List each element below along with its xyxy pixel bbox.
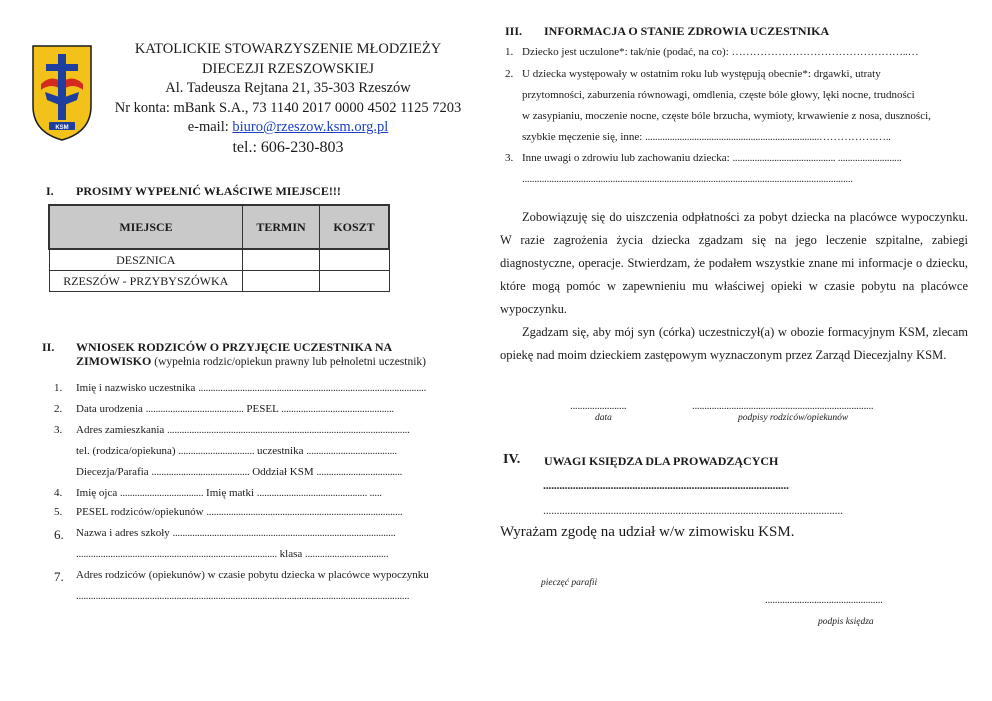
form-field-parents-pesel[interactable]: PESEL rodziców/opiekunów ................................................................................ <box>76 506 403 518</box>
section1-title: PROSIMY WYPEŁNIĆ WŁAŚCIWE MIEJSCE!!! <box>76 184 341 198</box>
place-cell: DESZNICA <box>49 249 243 271</box>
email-link[interactable]: biuro@rzeszow.ksm.org.pl <box>232 119 389 135</box>
form-field-stay-address-label: Adres rodziców (opiekunów) w czasie pobytu dziecka w placówce wypoczynku <box>76 569 429 581</box>
table-row <box>49 271 389 292</box>
field-label: Oddział KSM <box>252 466 314 478</box>
org-address: Al. Tadeusza Rejtana 21, 35-303 Rzeszów <box>165 80 411 96</box>
item-number: 3. <box>54 424 63 436</box>
section4-title: UWAGI KSIĘDZA DLA PROWADZĄCYCH <box>544 454 779 468</box>
ksm-logo <box>31 44 93 142</box>
section2-title <box>76 340 476 369</box>
field-label: PESEL <box>246 403 279 415</box>
field-label: Diecezja/Parafia <box>76 466 149 478</box>
item-number: 2. <box>54 403 63 415</box>
form-field-parents[interactable]: Imię ojca .................................. Imię matki ............................................. ..... <box>76 487 382 499</box>
section2-title-bold: ZIMOWISKO <box>76 354 152 368</box>
date-label: data <box>595 413 612 423</box>
cost-cell[interactable] <box>320 271 390 292</box>
org-name-line1: KATOLICKIE STOWARZYSZENIE MŁODZIEŻY <box>134 41 442 57</box>
symptoms-line1: U dziecka występowały w ostatnim roku lub występują obecnie*: drgawki, utraty <box>522 68 881 80</box>
section3-title: INFORMACJA O STANIE ZDROWIA UCZESTNIKA <box>544 24 830 38</box>
item-number: 7. <box>54 569 64 584</box>
parish-stamp-label: pieczęć parafii <box>541 578 598 588</box>
parent-signature-line[interactable]: .......................................................................... <box>692 400 874 412</box>
org-phone: tel.: 606-230-803 <box>232 138 344 156</box>
other-remarks-line[interactable]: ....................................................................................................................................... <box>522 173 853 185</box>
field-label: Nazwa i adres szkoły <box>76 527 170 539</box>
field-label: szybkie męczenie się, inne: <box>522 131 643 143</box>
priest-remarks-line1[interactable]: ........................................................................................... <box>543 478 789 492</box>
section2-title-note: (wypełnia rodzic/opiekun prawny lub pełnoletni uczestnik) <box>151 356 427 368</box>
field-label: Data urodzenia <box>76 403 143 415</box>
consent-paragraph-2: Zgadzam się, aby mój syn (córka) uczestniczył(a) w obozie formacyjnym KSM, zlecam opiekę nad moim dzieckiem zastępowym wyznaczonym przez Zarząd Diecezjalny KSM. <box>500 325 968 362</box>
form-field-school[interactable]: Nazwa i adres szkoły ........................................................................................... <box>76 527 396 539</box>
item-number: 1. <box>505 46 514 58</box>
field-label: Imię matki <box>206 487 255 499</box>
field-label: Imię i nazwisko uczestnika <box>76 382 196 394</box>
symptoms-line2: przytomności, zaburzenia równowagi, omdlenia, częste bóle głowy, lęki nocne, trudności <box>522 89 915 101</box>
section2-title-line1: WNIOSEK RODZICÓW O PRZYJĘCIE UCZESTNIKA NA <box>76 340 393 354</box>
priest-signature-label: podpis księdza <box>818 617 874 627</box>
places-table <box>48 204 390 292</box>
col-header-cost: KOSZT <box>320 205 390 249</box>
parent-signature-label: podpisy rodziców/opiekunów <box>738 413 849 423</box>
field-label: Imię ojca <box>76 487 118 499</box>
field-label: tel. (rodzica/opiekuna) <box>76 445 176 457</box>
org-bank-account: Nr konta: mBank S.A., 73 1140 2017 0000 4502 1125 7203 <box>114 99 462 116</box>
priest-signature-line[interactable]: ................................................ <box>765 594 883 606</box>
item-number: 5. <box>54 506 63 518</box>
table-row <box>49 249 389 271</box>
form-field-name[interactable]: Imię i nazwisko uczestnika ............................................................................................. <box>76 382 427 394</box>
col-header-place: MIEJSCE <box>49 205 243 249</box>
email-prefix: e-mail: <box>187 119 233 135</box>
section4-number: IV. <box>503 452 521 467</box>
field-label: Inne uwagi o zdrowiu lub zachowaniu dziecka: <box>522 152 730 164</box>
cost-cell[interactable] <box>320 249 390 271</box>
section2-number: II. <box>42 340 55 354</box>
section3-number: III. <box>505 24 523 38</box>
field-label: Dziecko jest uczulone*: tak/nie (podać, na co): <box>522 46 729 58</box>
form-field-diocese[interactable]: Diecezja/Parafia ........................................ Oddział KSM ................................... <box>76 466 403 478</box>
term-cell[interactable] <box>243 249 320 271</box>
places-table-header <box>49 205 389 249</box>
other-remarks-field[interactable]: Inne uwagi o zdrowiu lub zachowaniu dziecka: .......................................... .......................... <box>522 152 902 164</box>
field-label: klasa <box>279 548 303 560</box>
form-field-birthdate[interactable]: Data urodzenia ........................................ PESEL .............................................. <box>76 403 394 415</box>
date-signature-line[interactable]: ....................... <box>570 400 627 412</box>
symptoms-line3: w zasypianiu, moczenie nocne, częste bóle brzucha, wymioty, krwawienie z nosa, duszności, <box>522 110 931 122</box>
item-number: 4. <box>54 487 63 499</box>
organization-header <box>112 40 464 157</box>
form-field-phone[interactable]: tel. (rodzica/opiekuna) ............................... uczestnika ..................................... <box>76 445 397 457</box>
consent-paragraph-1: Zobowiązuję się do uiszczenia odpłatności za pobyt dziecka na placówce wypoczynku. W razie zagrożenia życia dziecka zgadzam się na jego leczenie szpitalne, zabiegi diagnostyczne, operacje. Stwierdzam, że podałem wszystkie znane mi informacje o dziecku, które mogą pomóc w zapewnieniu mu właściwej opieki w czasie pobytu na placówce wypoczynku. <box>500 210 968 316</box>
org-name-line2: DIECEZJI RZESZOWSKIEJ <box>202 60 374 77</box>
item-number: 6. <box>54 527 64 542</box>
svg-text:KSM: KSM <box>55 125 69 131</box>
place-cell: RZESZÓW - PRZYBYSZÓWKA <box>49 271 243 292</box>
allergy-field[interactable]: Dziecko jest uczulone*: tak/nie (podać, na co): …………………………………………..… <box>522 46 919 58</box>
item-number: 2. <box>505 68 514 80</box>
form-field-stay-address[interactable]: ........................................................................................................................................ <box>76 590 410 602</box>
field-label: uczestnika <box>257 445 304 457</box>
symptoms-other-field[interactable]: szybkie męczenie się, inne: .......................................................................…………….….. <box>522 131 891 143</box>
field-label: PESEL rodziców/opiekunów <box>76 506 204 518</box>
field-label: Adres zamieszkania <box>76 424 165 436</box>
item-number: 3. <box>505 152 514 164</box>
col-header-term: TERMIN <box>243 205 320 249</box>
org-email-line <box>112 118 464 138</box>
consent-statement: Wyrażam zgodę na udział w/w zimowisku KSM. <box>500 524 795 540</box>
form-field-class[interactable]: .................................................................................. klasa .................................. <box>76 548 389 560</box>
priest-remarks-line2[interactable]: ............................................................................................................... <box>543 503 843 517</box>
item-number: 1. <box>54 382 63 394</box>
form-field-address[interactable]: Adres zamieszkania ................................................................................................... <box>76 424 410 436</box>
section1-number: I. <box>46 184 54 198</box>
term-cell[interactable] <box>243 271 320 292</box>
